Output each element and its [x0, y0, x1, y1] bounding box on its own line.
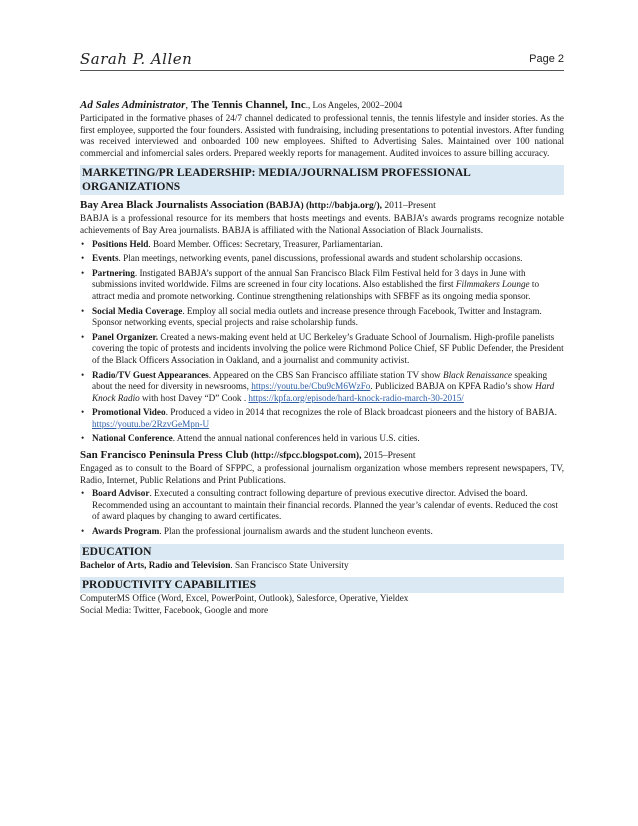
job-description: Participated in the formative phases of 24/7 channel dedicated to professional tennis, the tennis lifestyle and insider stories. As the first employee, supported the four founders. Assisted with fundraising, including presentations to potential investors. After funding was received interviewed and onboarded 100 new employees. Shifted to Advertising Sales. Maintained over 100 national commercial and infomercial sales orders. Prepared weekly reports for management. Audited invoices to assure billing accuracy.: [80, 113, 564, 158]
babja-bullet-list: [80, 239, 564, 446]
page-number: Page 2: [529, 53, 564, 65]
bullet-lead: National Conference: [92, 433, 173, 444]
bullet-icon: •: [81, 238, 85, 249]
productivity-line: ComputerMS Office (Word, Excel, PowerPoint, Outlook), Salesforce, Operative, Yieldex: [80, 593, 409, 604]
list-item: [80, 488, 564, 523]
bullet-text: with host Davey “D” Cook .: [139, 392, 249, 403]
page-header: [80, 50, 564, 70]
bullet-icon: •: [81, 488, 85, 499]
org-url: (BABJA) (http://babja.org/),: [263, 201, 382, 212]
bullet-lead: Promotional Video: [92, 407, 166, 418]
list-item: [80, 526, 564, 538]
list-item: [80, 370, 564, 405]
school: . San Francisco State University: [230, 559, 349, 570]
list-item: [80, 306, 564, 329]
bullet-text: . Employ all social media outlets and increase presence through Facebook, Twitter and Instagram. Sponsor networking events, special projects and raise scholarship funds.: [92, 305, 542, 328]
bullet-lead: Board Advisor: [92, 488, 150, 499]
bullet-lead: Panel Organizer.: [92, 331, 159, 342]
productivity-line: Social Media: Twitter, Facebook, Google and more: [80, 604, 269, 615]
sfppc-bullet-list: [80, 488, 564, 537]
bullet-text: . Board Member. Offices: Secretary, Treasurer, Parliamentarian.: [148, 238, 383, 249]
youtube-link[interactable]: https://youtu.be/Cbu9cM6WzFo: [251, 381, 371, 392]
bullet-icon: •: [81, 267, 85, 278]
org-dates: 2011–Present: [382, 201, 436, 212]
section-heading-education: EDUCATION: [80, 544, 564, 560]
bullet-italic: Black Renaissance: [442, 369, 513, 380]
bullet-italic: Filmmakers Lounge: [455, 279, 530, 290]
bullet-icon: •: [81, 305, 85, 316]
bullet-lead: Social Media Coverage: [92, 305, 183, 316]
org-heading-babja: [80, 198, 564, 213]
list-item: [80, 253, 564, 265]
bullet-text: . Publicized BABJA on KPFA Radio’s show: [370, 381, 536, 392]
list-item: [80, 407, 564, 430]
org-description: Engaged as to consult to the Board of SFPPC, a professional journalism organization whose members represent newspapers, TV, Radio, Internet, Public Relations and Print Publications.: [80, 463, 564, 485]
bullet-lead: Partnering: [92, 267, 135, 278]
section-heading-productivity: PRODUCTIVITY CAPABILITIES: [80, 577, 564, 593]
org-description: BABJA is a professional resource for its members that hosts meetings and events. BABJA’s awards programs recognize notable achievements of Bay Area journalists. BABJA is affiliated with the National Association of Black Journalists.: [80, 213, 564, 235]
org-name: Bay Area Black Journalists Association: [80, 199, 264, 212]
bullet-icon: •: [81, 407, 85, 418]
org-dates: 2015–Present: [361, 451, 416, 462]
video-link[interactable]: https://youtu.be/2RzvGeMpn-U: [92, 418, 210, 429]
bullet-text: . Produced a video in 2014 that recognizes the role of Black broadcast pioneers and the history of BABJA.: [165, 407, 557, 418]
bullet-text: . Attend the annual national conferences held in various U.S. cities.: [172, 433, 420, 444]
bullet-icon: •: [81, 331, 85, 342]
list-item: [80, 433, 564, 445]
bullet-icon: •: [81, 253, 85, 264]
bullet-text: to attract media and promote networking. Continue strengthening relationships with SFBFF as its ongoing media sponsor.: [92, 279, 540, 301]
org-heading-sfppc: [80, 448, 564, 463]
bullet-italic: Hard Knock Radio: [92, 381, 555, 403]
list-item: [80, 268, 564, 303]
bullet-icon: •: [81, 433, 85, 444]
job-role: Ad Sales Administrator: [80, 99, 186, 111]
bullet-lead: Radio/TV Guest Appearances: [92, 369, 209, 380]
bullet-icon: •: [81, 369, 85, 380]
resume-content: [80, 98, 564, 616]
kpfa-link[interactable]: https://kpfa.org/episode/hard-knock-radio-march-30-2015/: [248, 392, 464, 403]
bullet-lead: Awards Program: [92, 526, 160, 537]
list-item: [80, 332, 564, 367]
bullet-lead: Events: [92, 253, 119, 264]
header-divider: [80, 70, 564, 71]
job-heading: Ad Sales Administrator, The Tennis Channel, Inc., Los Angeles, 2002–2004: [80, 99, 403, 111]
job-location-dates: ., Los Angeles, 2002–2004: [305, 100, 403, 110]
education-entry: [80, 560, 564, 572]
org-url: (http://sfpcc.blogspot.com),: [248, 451, 362, 462]
degree: Bachelor of Arts, Radio and Television: [80, 559, 231, 570]
header-name: Sarah P. Allen: [80, 50, 193, 68]
bullet-text: . Instigated BABJA’s support of the annual San Francisco Black Film Festival held for 3 days in June with submissions invited worldwide. Films are screened in four city locations. Also established the first: [92, 267, 526, 290]
bullet-text: . Appeared on the CBS San Francisco affiliate station TV show: [208, 369, 443, 380]
job-company: The Tennis Channel, Inc: [190, 99, 306, 111]
section-heading-marketing: MARKETING/PR LEADERSHIP: MEDIA/JOURNALISM PROFESSIONAL ORGANIZATIONS: [80, 165, 564, 195]
bullet-text: Created a news-making event held at UC Berkeley’s Graduate School of Journalism. High-profile panelists covering the topic of protests and incidents involving the police were Richmond Police Chief, SF Public Defender, the President of the Black Officers Association in Oakland, and a journalist and community activist.: [92, 331, 564, 365]
bullet-icon: •: [81, 526, 85, 537]
org-name: San Francisco Peninsula Press Club: [80, 449, 249, 462]
bullet-text: . Executed a consulting contract following departure of previous executive director. Advised the board. Recommended using an accountant to maintain their financial records. Planned the year’s calendar of events. Reduced the cost of award plaques by changing to award certificates.: [92, 488, 558, 522]
bullet-text: speaking about the need for diversity in newsrooms,: [92, 369, 548, 392]
bullet-lead: Positions Held: [92, 238, 149, 249]
list-item: [80, 239, 564, 251]
bullet-text: . Plan meetings, networking events, panel discussions, professional awards and student scholarship occasions.: [118, 253, 523, 264]
bullet-text: . Plan the professional journalism awards and the student luncheon events.: [159, 526, 433, 537]
